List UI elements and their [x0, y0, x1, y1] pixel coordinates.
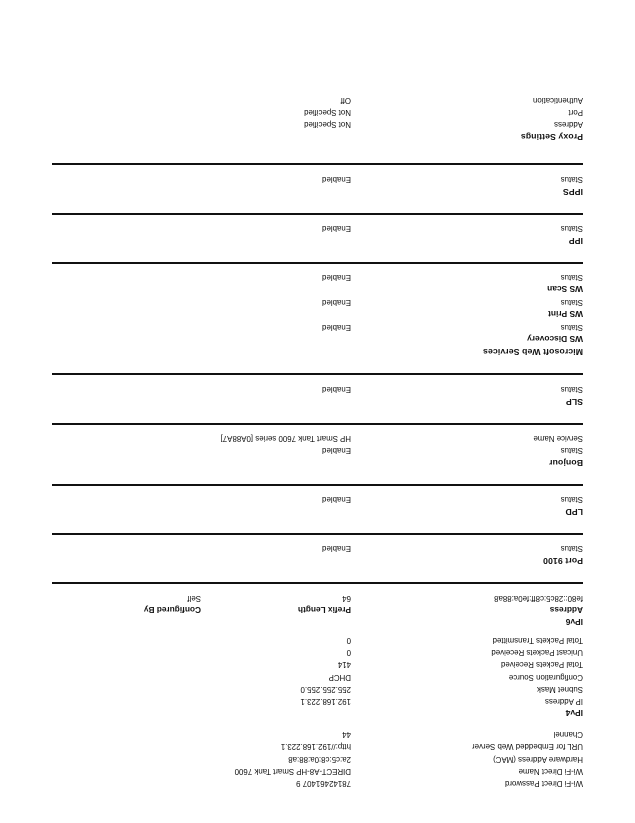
spacer: [52, 469, 583, 479]
field-value: Enabled: [322, 174, 351, 184]
field-value: 414: [337, 660, 351, 670]
spacer: [52, 143, 583, 158]
table-row: [52, 222, 583, 234]
table-row: [52, 172, 583, 184]
proxy-settings-section: [52, 92, 583, 144]
table-row: [52, 271, 583, 283]
field-label: Channel: [553, 730, 583, 740]
column-header-configured-by: Configured By: [143, 604, 201, 615]
field-value: DIRECT-A8-HP Smart Tank 7600: [234, 766, 351, 776]
field-value: 0: [346, 635, 351, 645]
field-value: Not Specified: [304, 120, 351, 130]
ipv4-heading: IPv4: [565, 707, 583, 718]
wifi-direct-section: [52, 726, 583, 789]
field-value: 44: [342, 730, 351, 740]
table-row: [52, 542, 583, 554]
table-row: [52, 740, 583, 752]
field-label: Status: [560, 272, 583, 282]
table-row: [52, 382, 583, 394]
ipv6-address-value: fe80::28c5:c8ff:fe0a:88a8: [494, 593, 583, 603]
ws-scan-heading: WS Scan: [547, 283, 583, 294]
table-row: [52, 646, 583, 658]
microsoft-web-services-heading: Microsoft Web Services: [482, 347, 583, 358]
spacer: [52, 247, 583, 257]
field-label: Total Packets Received: [500, 660, 583, 670]
section-divider: [52, 262, 583, 264]
field-value: Enabled: [322, 223, 351, 233]
spacer: [52, 629, 583, 632]
field-label: Status: [560, 223, 583, 233]
field-value: HP Smart Tank 7600 series [0A88A7]: [220, 433, 351, 443]
field-label: Wi-Fi Direct Name: [518, 766, 583, 776]
field-value: Enabled: [322, 272, 351, 282]
section-divider: [52, 533, 583, 535]
bonjour-heading: Bonjour: [549, 457, 583, 468]
table-row: [52, 728, 583, 740]
field-label: Status: [560, 298, 583, 308]
lpd-heading: LPD: [565, 507, 583, 518]
ipps-section: [52, 170, 583, 197]
section-divider: [52, 163, 583, 165]
slp-section: [52, 380, 583, 407]
field-value: Enabled: [322, 445, 351, 455]
spacer: [52, 198, 583, 208]
field-label: Service Name: [533, 433, 583, 443]
field-label: URL for Embedded Web Server: [472, 742, 583, 752]
section-divider: [52, 373, 583, 375]
ws-discovery-heading: WS Discovery: [527, 334, 583, 345]
field-label: Status: [560, 174, 583, 184]
table-row: [52, 118, 583, 130]
microsoft-web-services-section: [52, 269, 583, 359]
field-label: Status: [560, 495, 583, 505]
field-label: Subnet Mask: [536, 684, 583, 694]
field-value: Enabled: [322, 544, 351, 554]
ipp-section: [52, 220, 583, 247]
ws-print-heading: WS Print: [548, 309, 583, 320]
section-divider: [52, 423, 583, 425]
proxy-settings-heading: Proxy Settings: [520, 132, 583, 143]
ipp-heading: IPP: [568, 235, 583, 246]
spacer: [52, 720, 583, 726]
table-row: [52, 321, 583, 333]
field-value: 192.168.223.1: [300, 696, 351, 706]
field-label: Total Packets Transmitted: [492, 635, 583, 645]
ipv6-table-header: [52, 604, 583, 616]
section-divider: [52, 484, 583, 486]
spacer: [52, 358, 583, 368]
column-header-address: Address: [549, 604, 583, 615]
table-row: [52, 777, 583, 789]
table-row: [52, 444, 583, 456]
ipv6-configured-by-value: Self: [187, 593, 201, 603]
table-row: [52, 765, 583, 777]
table-row: [52, 695, 583, 707]
field-value: Enabled: [322, 495, 351, 505]
lpd-section: [52, 491, 583, 518]
field-value: DHCP: [328, 672, 351, 682]
field-value: 2a:c5:c8:0a:88:a8: [288, 754, 351, 764]
port-9100-section: [52, 540, 583, 567]
table-row: [52, 432, 583, 444]
ipv6-prefix-length-value: 64: [342, 593, 351, 603]
section-divider: [52, 582, 583, 584]
field-label: Authentication: [532, 95, 583, 105]
bonjour-section: [52, 430, 583, 469]
field-value: Off: [340, 95, 351, 105]
field-value: Enabled: [322, 323, 351, 333]
field-label: Status: [560, 544, 583, 554]
port-9100-heading: Port 9100: [542, 556, 583, 567]
table-row: [52, 658, 583, 670]
table-row: [52, 94, 583, 106]
table-row: [52, 591, 583, 603]
field-label: Status: [560, 384, 583, 394]
table-row: [52, 683, 583, 695]
report-sheet: [52, 92, 583, 789]
field-label: Address: [554, 120, 583, 130]
table-row: [52, 670, 583, 682]
field-label: Wi-Fi Direct Password: [504, 779, 583, 788]
field-label: Status: [560, 323, 583, 333]
field-label: Port: [568, 108, 583, 118]
field-value: Enabled: [322, 298, 351, 308]
field-value: 255.255.255.0: [300, 684, 351, 694]
spacer: [52, 518, 583, 528]
table-row: [52, 296, 583, 308]
ipps-heading: IPPS: [562, 186, 583, 197]
field-value: Not Specified: [304, 108, 351, 118]
field-label: Configuration Source: [508, 672, 583, 682]
field-value: Enabled: [322, 384, 351, 394]
column-header-prefix-length: Prefix Length: [297, 604, 351, 615]
field-value: http://192.168.223.1: [280, 742, 351, 752]
field-value: 78142461407 9: [296, 779, 351, 788]
table-row: [52, 106, 583, 118]
field-label: IP Address: [544, 696, 583, 706]
spacer: [52, 408, 583, 418]
table-row: [52, 752, 583, 764]
ipv6-heading: IPv6: [565, 616, 583, 627]
table-row: [52, 634, 583, 646]
field-label: Unicast Packets Received: [491, 648, 583, 658]
field-value: 0: [346, 648, 351, 658]
ipv4-section: [52, 632, 583, 719]
field-label: Hardware Address (MAC): [493, 754, 583, 764]
slp-heading: SLP: [565, 396, 583, 407]
field-label: Status: [560, 445, 583, 455]
table-row: [52, 493, 583, 505]
ipv6-section: [52, 589, 583, 627]
spacer: [52, 567, 583, 577]
section-divider: [52, 213, 583, 215]
